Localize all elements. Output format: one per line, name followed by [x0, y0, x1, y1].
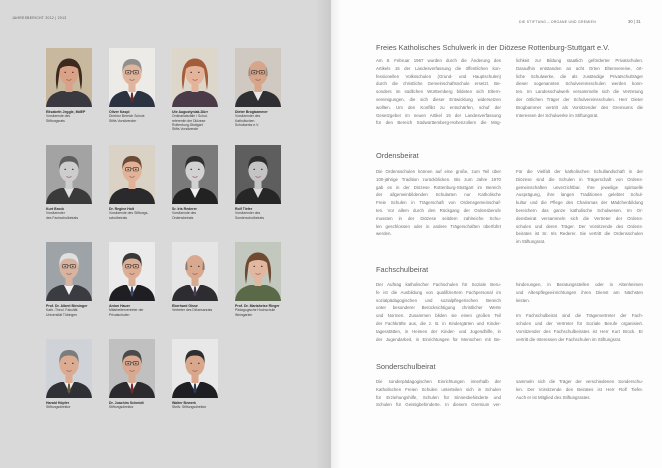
- text-line: tagesstätten, in Heimen der Kinder- und Jugendhilfe, in: [376, 328, 501, 334]
- text-line: durch die christliche Gemeinschaftsschule ersetzt. Be-: [376, 81, 501, 87]
- portrait-photo: [109, 145, 155, 204]
- person-name: Kurt Brock: [46, 207, 65, 211]
- paragraph: [516, 57, 643, 119]
- text-column-right: [516, 378, 643, 401]
- person-role: Mitarbeitervertreter der Privatschulen: [109, 308, 144, 317]
- paragraph: [376, 57, 501, 127]
- text-line: schulen und deren Träger. Der Vorsitzende des Ordens-: [516, 223, 643, 229]
- text-line: Die sonderpädagogischen Einrichtungen innerhalb der: [376, 379, 501, 384]
- text-line: mussten in der Diözese seitdem zahlreiche Schu-: [376, 215, 501, 221]
- text-line: für Erziehungshilfe, Schulen für Sinnesbehinderte und: [376, 394, 501, 400]
- text-line: dieser sogenannten Schulvereinsschulen werden konn-: [516, 81, 643, 87]
- person-role: Vorsitzende des Ordensbeirats: [172, 211, 197, 220]
- person-card: [109, 145, 155, 220]
- text-line: ten. Im Landesschulwerk versammelte sich die Vertretung: [516, 89, 643, 95]
- portrait-photo: [109, 48, 155, 107]
- person-card: [46, 339, 92, 410]
- person-name: Sr. Iris Rederer: [172, 207, 197, 211]
- person-card: [46, 242, 92, 317]
- text-column-left: [376, 378, 501, 409]
- running-head-left: JAHRESBERICHT 2012 | 2013: [12, 16, 67, 20]
- person-role: Stiftungsdirektor: [46, 405, 71, 410]
- text-line: Vorsitzender des Fachschulbeirates ist Herr Kurt Brock. Er: [516, 328, 643, 334]
- person-card: [235, 242, 281, 317]
- text-line: fe ist die Ausbildung von qualifiziertem Fachpersonal im: [376, 289, 501, 295]
- person-name: Oliver Kaspl: [109, 110, 130, 114]
- text-line: fessionellen Volksschulen (Grund- und Hauptschulen): [376, 73, 501, 79]
- text-line: werden.: [376, 231, 392, 237]
- person-name: Dr. Regine Holt: [109, 207, 135, 211]
- person-role: Vorsitzender des Sonderschulbeirats: [235, 211, 265, 220]
- text-line: unter besonderer Berücksichtigung christlicher Werte: [376, 305, 501, 311]
- person-card: [109, 339, 155, 410]
- text-line: der örtlichen Träger der Schulvereinsschulen. Herr Dieter: [516, 96, 643, 102]
- text-line: der Fachkräfte aus, die z. B. in Kindergärten und Kinder-: [376, 320, 501, 326]
- person-name: Dieter Brogbammer: [235, 110, 268, 114]
- text-line: für den Bereich Südwürttemberg-Hohenzollern die Mög-: [376, 120, 501, 126]
- person-role: Ordinariatsrätin / Schul- referentin der Diözese Rottenburg-Stuttgart Stifts Vorsitzende: [172, 114, 208, 132]
- text-line: Katholischen Freien Schulen unterteilen sich in Schulen: [376, 386, 501, 392]
- paragraph: [376, 281, 501, 343]
- running-head-right: DIE STIFTUNG – ORGANE UND GREMIEN: [519, 20, 596, 24]
- text-line: sammeln sich die Träger der verschiedenen Sonderschu-: [516, 379, 643, 384]
- person-role: Vertreter des Diözesanrats: [172, 308, 213, 313]
- text-line: und Altenpflegeeinrichtungen ihren Dienst am Nächsten: [516, 289, 643, 295]
- person-role: Stiftungsdirektor: [109, 405, 134, 410]
- text-line: und Normen. Zusammen bilden sie einen großen Teil: [376, 313, 501, 319]
- person-role: Vorsitzende des Stiftungsrats: [46, 114, 71, 123]
- portrait-photo: [109, 339, 155, 398]
- person-role: Kath.-Theol. Fakultät Universität Tübingen: [46, 308, 78, 317]
- text-line: vereinigungen, die sich dieser Entwicklung widersetzen: [376, 96, 501, 102]
- text-line: Freie Schulen in Trägerschaft von Ordensgemeinschaf-: [376, 200, 501, 206]
- section-heading-schulwerk: Freies Katholisches Schulwerk in der Diözese Rottenburg-Stuttgart e.V.: [376, 42, 610, 52]
- person-name: Harald Höpfer: [46, 401, 70, 405]
- person-role: Vorsitzender des Fachschulbeirats: [46, 211, 79, 220]
- paragraph: [376, 378, 501, 409]
- person-name: Dr. Joachim Schmidt: [109, 401, 144, 405]
- text-line: len geschlossen oder in andere Trägerschaften überführt: [376, 223, 501, 229]
- paragraph: [516, 281, 643, 304]
- person-card: [172, 145, 218, 220]
- person-card: [235, 145, 281, 220]
- section-heading-sonderschulbeirat: Sonderschulbeirat: [376, 361, 436, 371]
- text-line: Artikels 15 der Landesverfassung die öffentlichen kon-: [376, 65, 501, 71]
- text-line: Am 8. Februar 1967 wurden durch die Änderung des: [376, 58, 501, 63]
- person-name: Prof. Dr. Mariaheise Rieger: [235, 304, 280, 308]
- person-name: Anton Hauer: [109, 304, 130, 308]
- paragraph: [516, 312, 643, 343]
- text-line: Diözese sind die Schulen in Trägerschaft von Ordens-: [516, 176, 643, 182]
- text-line: bereichern das ganze katholische Schulwesen. Im Or-: [516, 207, 643, 213]
- paragraph: [376, 168, 501, 238]
- text-line: Auch er ist Mitglied des Stiftungsrates.: [516, 394, 591, 400]
- person-card: [109, 48, 155, 123]
- text-line: schulen und der Vertreter für Soziale Berufe organisiert.: [516, 320, 643, 326]
- text-line: gab es in der Diözese Rottenburg-Stuttgart im Bereich: [376, 184, 501, 190]
- person-name: Ute Augustyniak-Dürr: [172, 110, 209, 114]
- person-card: [235, 48, 281, 127]
- text-line: densbeirat versammeln sich die Vertreter der Ordens-: [516, 215, 643, 221]
- text-line: Brogbammer vertritt als Vorsitzender des Gremiums die: [516, 104, 643, 110]
- text-line: ten. Vor allem durch den Rückgang der Ordensberufe: [376, 207, 501, 213]
- text-line: beirates ist Sr. Iris Rederer. Sie vertritt die Ordensschulen: [516, 231, 643, 237]
- person-role: Vorsitzender des Katholischen Schulwerks e.V.: [235, 114, 261, 127]
- text-line: Interessen der Schulwerke im Stiftungsrat.: [516, 112, 599, 118]
- text-line: 100-jährige Tradition zurückblicken. Bis zum Jahre 1970: [376, 176, 501, 182]
- portrait-photo: [235, 145, 281, 204]
- portrait-photo: [109, 242, 155, 301]
- text-line: leisten.: [516, 297, 530, 303]
- portrait-photo: [46, 145, 92, 204]
- person-name: Elisabeth Jeggle, MdEP: [46, 110, 86, 114]
- person-card: [172, 48, 218, 131]
- text-line: liche Schulwerke, die als zuständige Privatschulträger: [516, 73, 643, 79]
- text-line: Der Auftrag katholischer Fachschulen für Soziale Beru-: [376, 282, 501, 287]
- text-line: Schulen für Geistigbehinderte. In diesem Gremium ver-: [376, 402, 501, 408]
- page-numbers: 30 | 31: [628, 19, 641, 24]
- portrait-photo: [172, 145, 218, 204]
- person-role: Vorsitzende des Stiftungs- schulbeirats: [109, 211, 149, 220]
- text-column-left: [376, 281, 501, 343]
- portrait-photo: [46, 339, 92, 398]
- text-line: der allgemeinbildenden Schularten nur Katholische: [376, 192, 501, 198]
- text-line: der Jugendarbeit, in Einrichtungen für Menschen mit Be-: [376, 336, 501, 342]
- text-line: wollten. Um den Konflikt zu entschärfen, schuf der: [376, 104, 501, 110]
- text-line: Gesetzgeber im neuen Artikel 15 der Landesverfassung: [376, 112, 501, 118]
- paragraph: [516, 378, 643, 401]
- person-name: Eberhard Gisse: [172, 304, 198, 308]
- text-line: im Stiftungsrat.: [516, 239, 546, 245]
- text-line: Im Fachschulbeirat sind die Trägervertreter der Fach-: [516, 313, 643, 319]
- portrait-photo: [46, 48, 92, 107]
- person-name: Prof. Dr. Albert Biesinger: [46, 304, 88, 308]
- paragraph: [516, 168, 643, 246]
- person-card: [172, 242, 218, 313]
- text-line: gemeinschaften unverzichtbar. Ihre jeweilige spirituelle: [516, 184, 643, 190]
- text-line: sozialpädagogischen und sozialpflegerischen Bereich: [376, 297, 501, 303]
- person-role: Stellv. Stiftungsdirektor: [172, 405, 207, 410]
- text-line: Die Ordensschulen können auf eine große, zum Teil über: [376, 169, 501, 174]
- section-heading-fachschulbeirat: Fachschulbeirat: [376, 264, 429, 274]
- section-heading-ordensbeirat: Ordensbeirat: [376, 150, 419, 160]
- portrait-photo: [235, 242, 281, 301]
- text-column-left: [376, 168, 501, 238]
- text-line: Ausprägung, ihre langen Traditionen gelebter Schul-: [516, 192, 643, 198]
- person-card: [46, 145, 92, 220]
- text-column-left: [376, 57, 501, 127]
- text-line: sonders im südlichen Württemberg bildeten sich Eltern-: [376, 89, 501, 95]
- person-name: Walter Bewerk: [172, 401, 196, 405]
- portrait-photo: [172, 242, 218, 301]
- text-line: Daraufhin entstanden an acht Orten Elternvereine, ört-: [516, 65, 643, 71]
- person-name: Rolf Tiefer: [235, 207, 253, 211]
- person-card: [109, 242, 155, 317]
- portrait-photo: [235, 48, 281, 107]
- person-card: [46, 48, 92, 123]
- right-page: [331, 0, 662, 468]
- text-column-right: [516, 281, 643, 343]
- text-column-right: [516, 57, 643, 119]
- portrait-photo: [172, 48, 218, 107]
- person-role: Pädagogische Hochschule Weingarten: [235, 308, 276, 317]
- text-line: vertritt die Interessen der Fachschulen im Stiftungsrat.: [516, 336, 622, 342]
- text-column-right: [516, 168, 643, 246]
- text-line: kultur und die Pflege des Charismas der Mädchenbildung: [516, 200, 643, 206]
- text-line: len. Der Vorsitzende des Beirates ist Herr Rolf Tiefer.: [516, 386, 643, 392]
- text-line: hinderungen, in Beratungsstellen oder in Altenheimen: [516, 282, 643, 287]
- portrait-photo: [172, 339, 218, 398]
- text-line: Für die Vielfalt der katholischen Schullandschaft in der: [516, 169, 643, 174]
- person-role: Direktor Bereich Schule Stifts Vorsitzender: [109, 114, 145, 123]
- text-line: lichkeit zur Bildung staatlich geförderter Privatschulen.: [516, 58, 643, 63]
- person-card: [172, 339, 218, 410]
- portrait-photo: [46, 242, 92, 301]
